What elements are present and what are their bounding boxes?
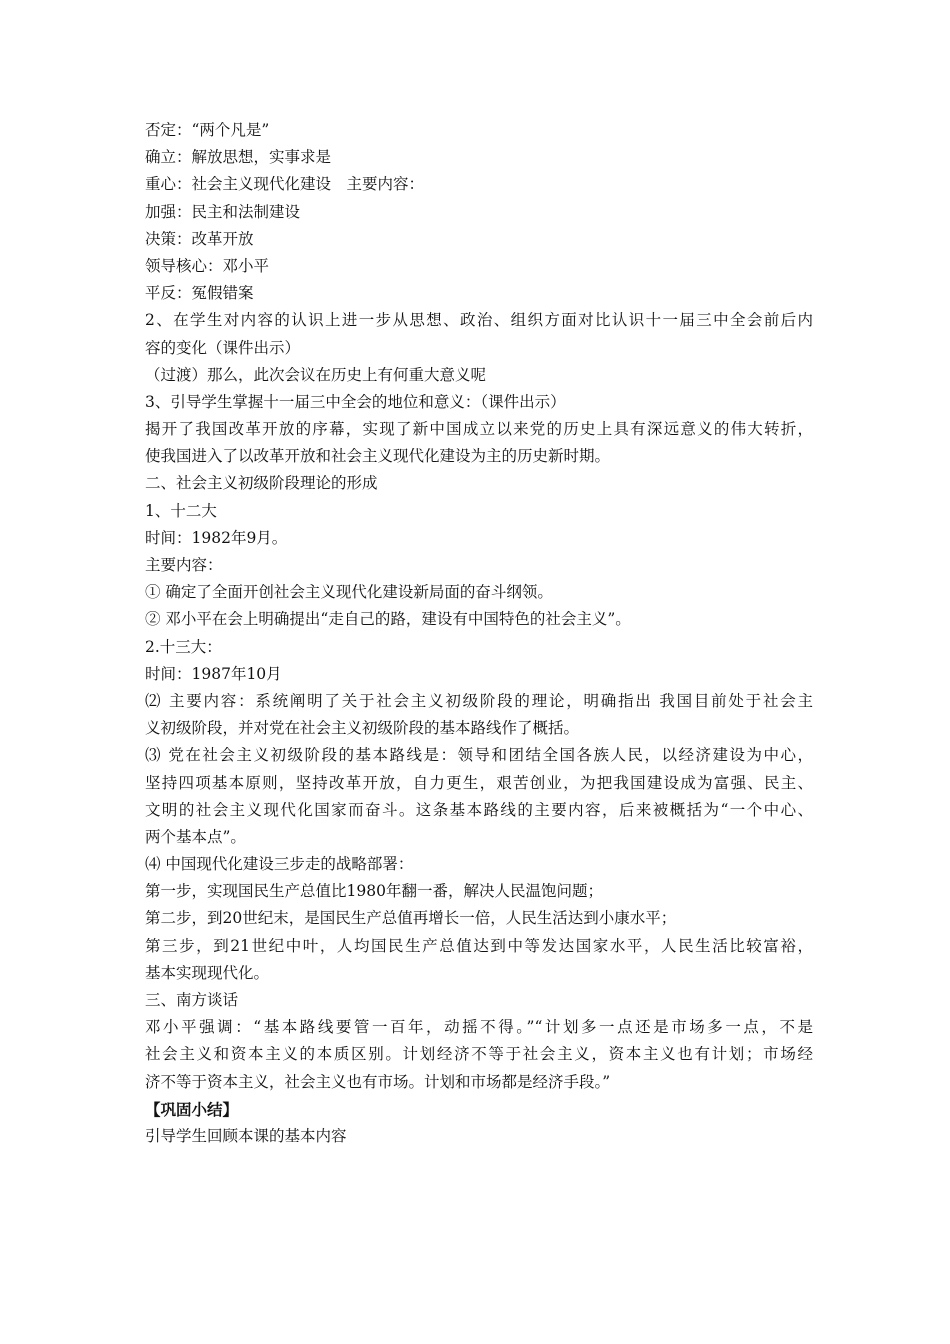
text-line: 揭开了我国改革开放的序幕，实现了新中国成立以来党的历史上具有深远意义的伟大转折， — [145, 420, 813, 439]
text-line: ② 邓小平在会上明确提出“走自己的路，建设有中国特色的社会主义”。 — [145, 610, 631, 629]
text-line: 第二步，到20世纪末，是国民生产总值再增长一倍，人民生活达到小康水平； — [145, 909, 677, 928]
text-line: 坚持四项基本原则，坚持改革开放，自力更生，艰苦创业，为把我国建设成为富强、民主、 — [145, 773, 813, 792]
text-line: 两个基本点”。 — [145, 827, 246, 846]
text-line: ⑷ 中国现代化建设三步走的战略部署： — [145, 855, 414, 874]
text-line: 主要内容： — [145, 556, 223, 574]
text-line: 2、在学生对内容的认识上进一步从思想、政治、组织方面对比认识十一届三中全会前后内 — [145, 311, 813, 330]
text-line: 第一步，实现国民生产总值比1980年翻一番，解决人民温饱问题； — [145, 882, 603, 901]
text-line: 第三步，到21世纪中叶，人均国民生产总值达到中等发达国家水平，人民生活比较富裕， — [145, 936, 813, 955]
text-line: 时间：1982年9月。 — [145, 528, 288, 547]
text-line: 基本实现现代化。 — [145, 963, 270, 982]
text-line: ① 确定了全面开创社会主义现代化建设新局面的奋斗纲领。 — [145, 583, 553, 602]
text-line: 时间：1987年10月 — [145, 664, 282, 683]
document-body — [145, 117, 813, 1150]
text-line: 社会主义和资本主义的本质区别。计划经济不等于社会主义，资本主义也有计划；市场经 — [145, 1045, 813, 1064]
text-line: 3、引导学生掌握十一届三中全会的地位和意义：（课件出示） — [145, 392, 566, 411]
text-line: ⑵ 主要内容：系统阐明了关于社会主义初级阶段的理论，明确指出 我国目前处于社会主 — [145, 691, 813, 710]
text-line: 引导学生回顾本课的基本内容 — [145, 1126, 347, 1145]
text-line: 济不等于资本主义，社会主义也有市场。计划和市场都是经济手段。” — [145, 1072, 611, 1091]
text-line: 1、十二大 — [145, 501, 217, 520]
text-line: （过渡）那么，此次会议在历史上有何重大意义呢 — [145, 365, 487, 384]
section-heading: 二、社会主义初级阶段理论的形成 — [145, 474, 378, 493]
summary-heading: 【巩固小结】 — [145, 1099, 239, 1119]
text-line: 文明的社会主义现代化国家而奋斗。这条基本路线的主要内容，后来被概括为“一个中心、 — [145, 800, 813, 819]
text-line: 重心：社会主义现代化建设 主要内容： — [145, 175, 425, 194]
text-line: 邓小平强调：“基本路线要管一百年，动摇不得。”“计划多一点还是市场多一点，不是 — [145, 1018, 813, 1037]
text-line: 使我国进入了以改革开放和社会主义现代化建设为主的历史新时期。 — [145, 447, 611, 466]
text-line: 平反：冤假错案 — [145, 284, 254, 303]
text-line: 加强：民主和法制建设 — [145, 202, 301, 221]
text-line: 容的变化（课件出示） — [145, 338, 301, 357]
text-line: ⑶ 党在社会主义初级阶段的基本路线是：领导和团结全国各族人民，以经济建设为中心， — [145, 746, 813, 765]
text-line: 决策：改革开放 — [145, 229, 254, 248]
section-heading: 三、南方谈话 — [145, 991, 239, 1009]
text-line: 否定：“两个凡是” — [145, 121, 270, 139]
text-line: 确立：解放思想，实事求是 — [145, 148, 332, 167]
text-line: 2.十三大： — [145, 637, 222, 656]
text-line: 义初级阶段，并对党在社会主义初级阶段的基本路线作了概括。 — [145, 719, 580, 738]
text-line: 领导核心：邓小平 — [145, 256, 270, 275]
